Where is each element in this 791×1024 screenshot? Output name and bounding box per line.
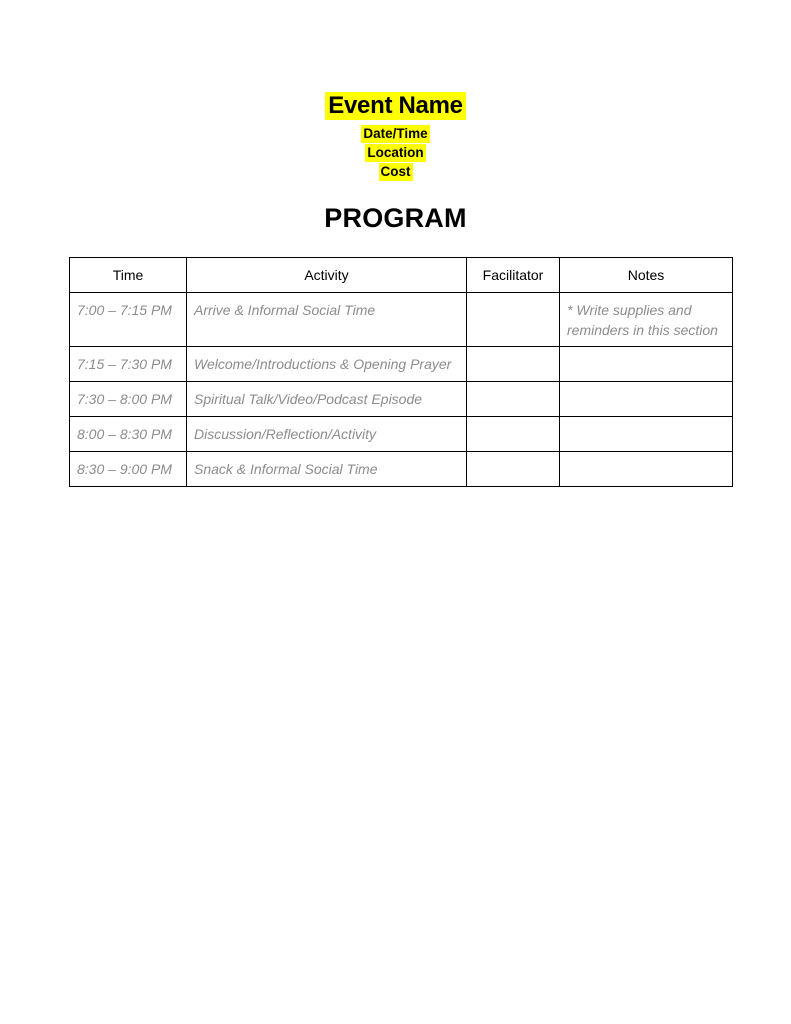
cell-facilitator bbox=[467, 382, 560, 417]
program-table bbox=[69, 257, 733, 487]
cell-time: 7:00 – 7:15 PM bbox=[70, 293, 187, 347]
column-header-activity: Activity bbox=[187, 258, 467, 293]
event-location: Location bbox=[367, 145, 424, 160]
cell-activity: Welcome/Introductions & Opening Prayer bbox=[187, 347, 467, 382]
cell-time: 8:00 – 8:30 PM bbox=[70, 417, 187, 452]
cell-notes: * Write supplies and reminders in this section bbox=[560, 293, 733, 347]
event-date-time: Date/Time bbox=[363, 126, 428, 141]
cell-notes bbox=[560, 452, 733, 487]
event-cost: Cost bbox=[380, 164, 411, 179]
cell-activity: Spiritual Talk/Video/Podcast Episode bbox=[187, 382, 467, 417]
column-header-time: Time bbox=[70, 258, 187, 293]
cell-activity: Snack & Informal Social Time bbox=[187, 452, 467, 487]
table-row bbox=[70, 293, 733, 347]
cell-notes bbox=[560, 382, 733, 417]
event-header bbox=[0, 92, 791, 181]
cell-facilitator bbox=[467, 293, 560, 347]
cell-facilitator bbox=[467, 452, 560, 487]
table-row bbox=[70, 452, 733, 487]
cell-time: 7:30 – 8:00 PM bbox=[70, 382, 187, 417]
cell-notes bbox=[560, 417, 733, 452]
table-row bbox=[70, 382, 733, 417]
event-name: Event Name bbox=[325, 92, 465, 120]
table-header-row bbox=[70, 258, 733, 293]
table-row bbox=[70, 347, 733, 382]
cell-facilitator bbox=[467, 347, 560, 382]
cell-time: 7:15 – 7:30 PM bbox=[70, 347, 187, 382]
column-header-facilitator: Facilitator bbox=[467, 258, 560, 293]
column-header-notes: Notes bbox=[560, 258, 733, 293]
cell-facilitator bbox=[467, 417, 560, 452]
cell-notes bbox=[560, 347, 733, 382]
program-title: PROGRAM bbox=[324, 203, 467, 233]
cell-activity: Arrive & Informal Social Time bbox=[187, 293, 467, 347]
cell-activity: Discussion/Reflection/Activity bbox=[187, 417, 467, 452]
table-row bbox=[70, 417, 733, 452]
cell-time: 8:30 – 9:00 PM bbox=[70, 452, 187, 487]
